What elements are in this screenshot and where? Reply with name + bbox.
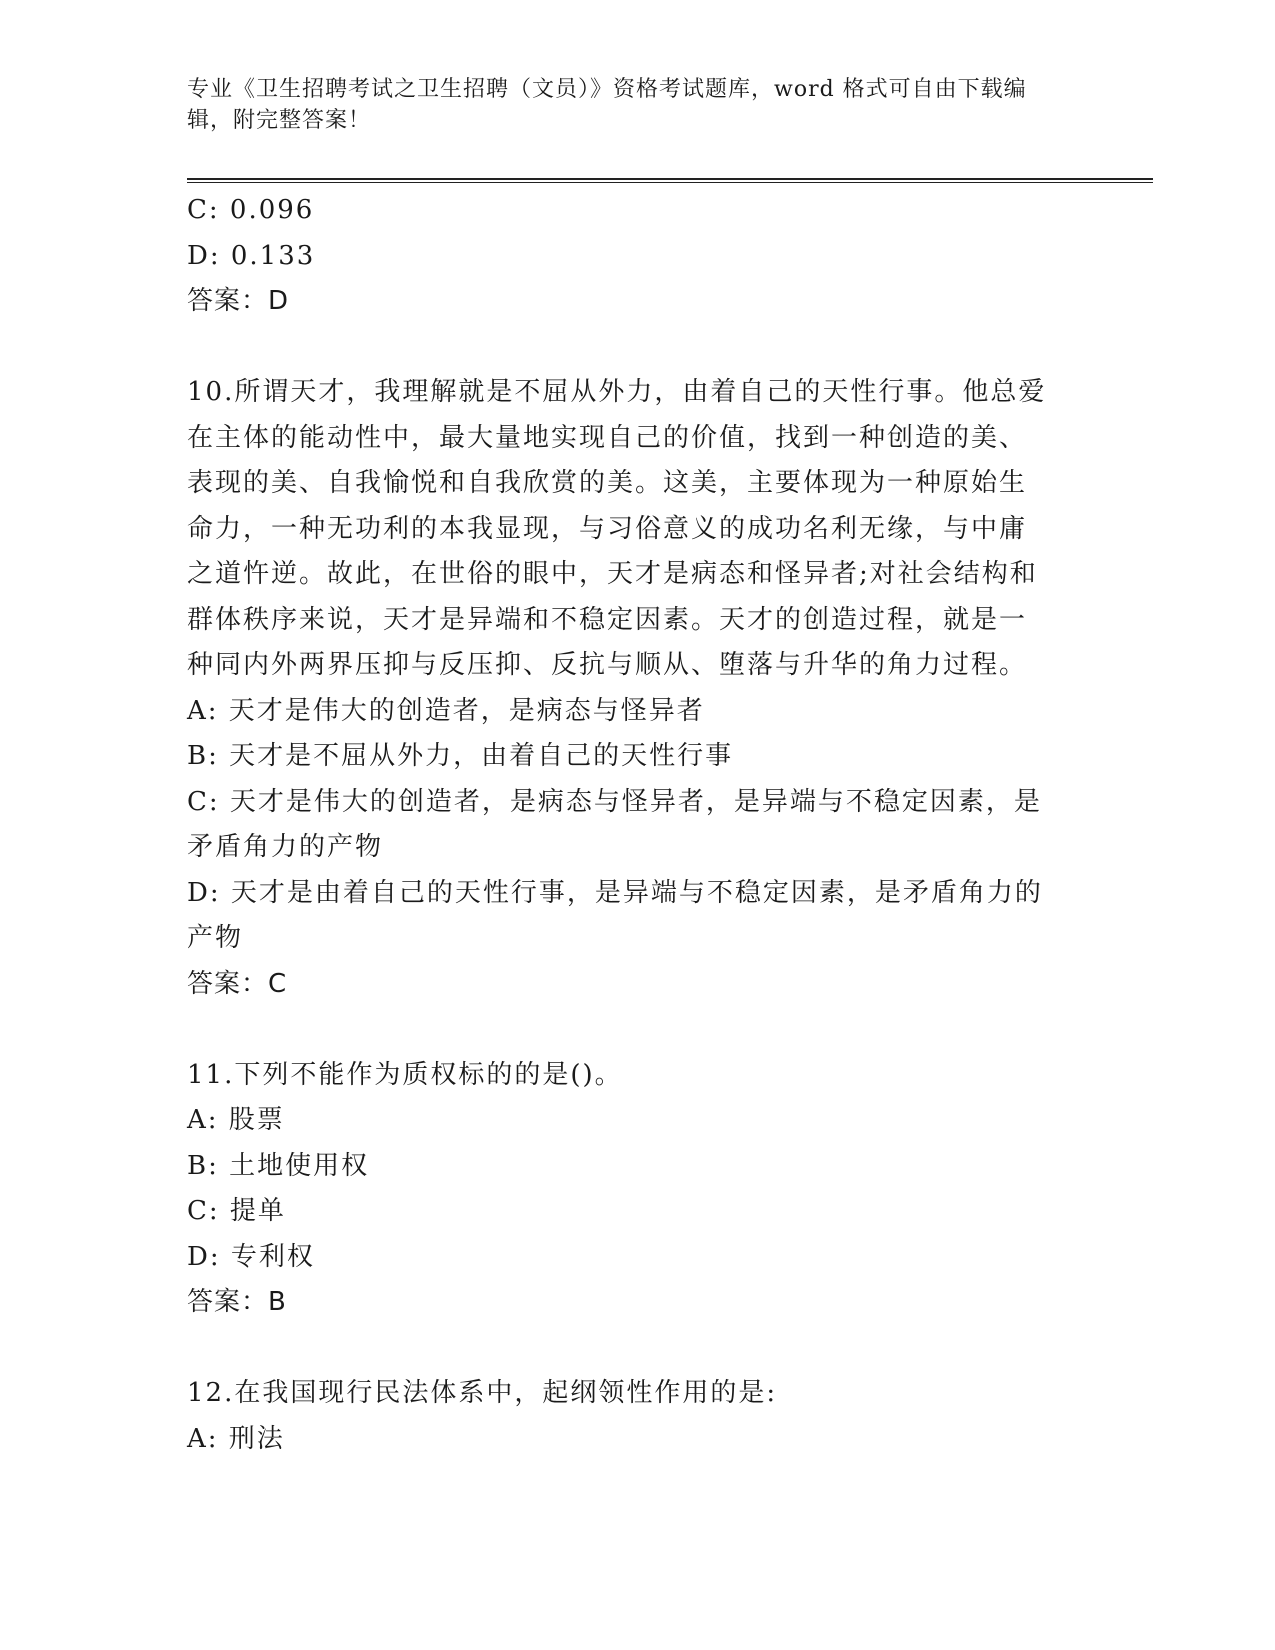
q11-option-d: D: 专利权 (187, 1241, 315, 1272)
q10-stem-line: 10.所谓天才，我理解就是不屈从外力，由着自己的天性行事。他总爱 (187, 377, 1047, 407)
q10-option-c-cont: 矛盾角力的产物 (187, 832, 384, 862)
header-divider (187, 178, 1153, 183)
q10-answer: 答案：C (187, 968, 288, 999)
q12-stem: 12.在我国现行民法体系中，起纲领性作用的是: (187, 1378, 778, 1408)
spacer (187, 325, 1077, 371)
q12-option-a: A: 刑法 (187, 1423, 285, 1454)
q11-option-a: A: 股票 (187, 1105, 285, 1135)
prev-option-d: D: 0.133 (187, 240, 316, 271)
q11-option-c: C: 提单 (187, 1196, 286, 1226)
q10-stem-line: 之道忤逆。故此，在世俗的眼中，天才是病态和怪异者;对社会结构和 (187, 559, 1038, 589)
q10-option-c: C: 天才是伟大的创造者，是病态与怪异者，是异端与不稳定因素，是 (187, 786, 1042, 817)
q10-option-d: D: 天才是由着自己的天性行事，是异端与不稳定因素，是矛盾角力的 (187, 877, 1043, 908)
prev-option-c: C: 0.096 (187, 195, 315, 225)
q10-stem-line: 群体秩序来说，天才是异端和不稳定因素。天才的创造过程，就是一 (187, 604, 1028, 635)
q11-answer: 答案：B (187, 1287, 287, 1317)
q10-stem-line: 命力，一种无功利的本我显现，与习俗意义的成功名利无缘，与中庸 (187, 513, 1028, 544)
spacer (187, 1007, 1077, 1053)
q10-stem-line: 种同内外两界压抑与反压抑、反抗与顺从、堕落与升华的角力过程。 (187, 650, 1028, 680)
prev-answer: 答案：D (187, 286, 290, 316)
q10-option-d-cont: 产物 (187, 923, 244, 953)
page-header (187, 74, 1067, 136)
header-title: 专业《卫生招聘考试之卫生招聘（文员）》资格考试题库，word 格式可自由下载编辑，附完整答案！ (187, 77, 1027, 133)
q10-option-a: A: 天才是伟大的创造者，是病态与怪异者 (187, 695, 705, 726)
q10-stem-line: 表现的美、自我愉悦和自我欣赏的美。这美，主要体现为一种原始生 (187, 468, 1028, 498)
spacer (187, 1326, 1077, 1372)
q10-option-b: B: 天才是不屈从外力，由着自己的天性行事 (187, 741, 734, 771)
question-content (187, 188, 1077, 1462)
q10-stem-line: 在主体的能动性中，最大量地实现自己的价值，找到一种创造的美、 (187, 422, 1028, 453)
q11-option-b: B: 土地使用权 (187, 1150, 370, 1181)
q11-stem: 11.下列不能作为质权标的的是()。 (187, 1059, 623, 1090)
